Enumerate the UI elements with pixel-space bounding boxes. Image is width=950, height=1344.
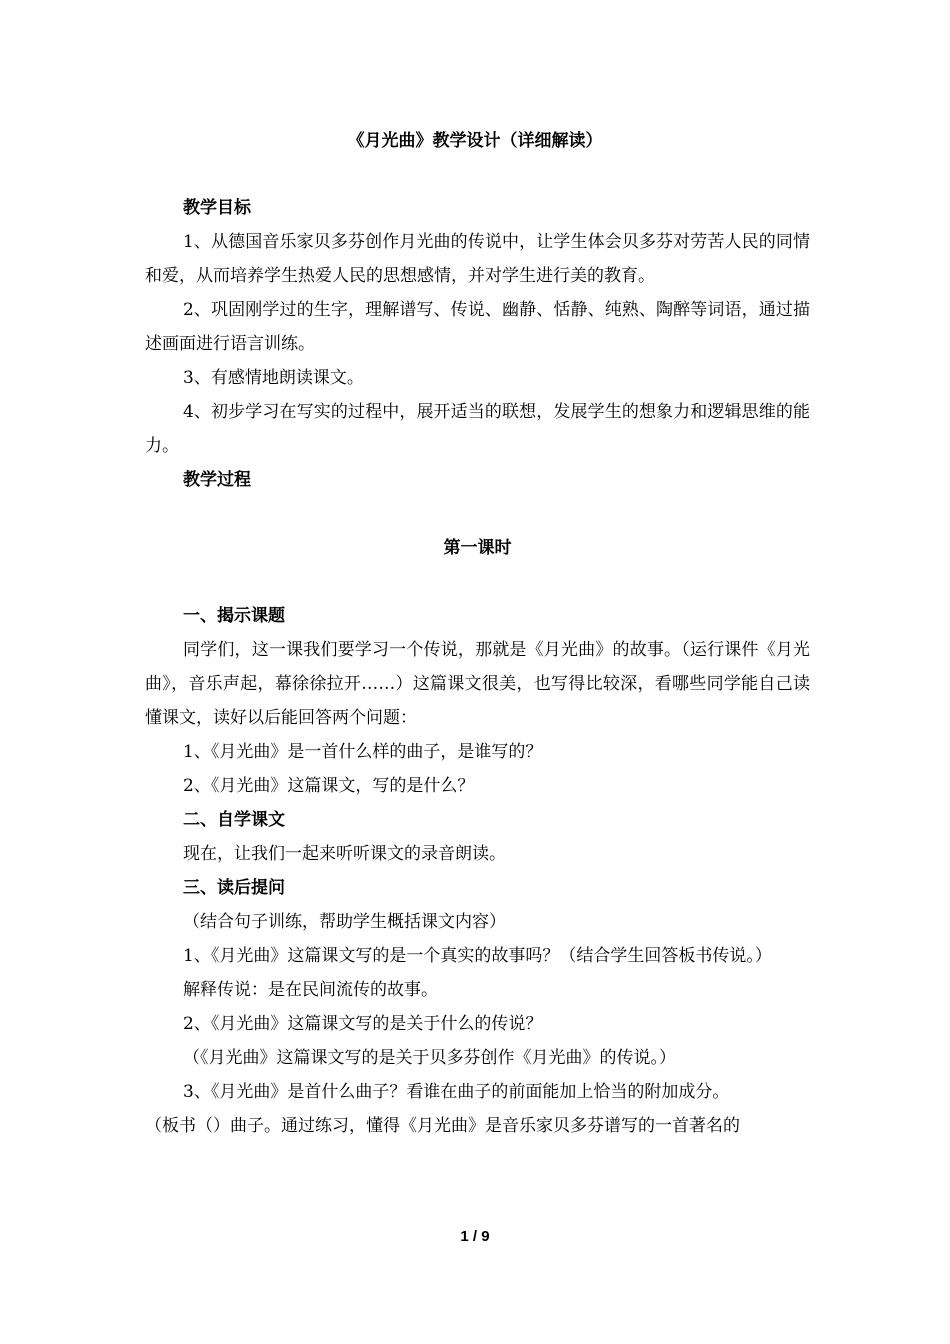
- goals-heading: 教学目标: [183, 198, 251, 218]
- part2-heading: 二、自学课文: [183, 810, 285, 830]
- part1-text: 同学们，这一课我们要学习一个传说，那就是《月光曲》的故事。（运行课件《月光曲》，音乐声起，幕徐徐拉开……）这篇课文很美，也写得比较深，看哪些同学能自己读懂课文，读好以后能回答两个问题：: [145, 640, 810, 728]
- lesson-heading: 第一课时: [443, 538, 512, 558]
- part3-question-3: 3、《月光曲》是首什么曲子？看谁在曲子的前面能加上恰当的附加成分。: [183, 1082, 730, 1102]
- part1-heading: 一、揭示课题: [183, 606, 285, 626]
- document-body: [145, 191, 810, 1143]
- part3-heading: 三、读后提问: [183, 878, 285, 898]
- goal-3: 3、有感情地朗读课文。: [183, 368, 364, 388]
- goal-2: 2、巩固刚学过的生字，理解谱写、传说、幽静、恬静、纯熟、陶醉等词语，通过描述画面进行语言训练。: [145, 300, 810, 354]
- part1-question-2: 2、《月光曲》这篇课文，写的是什么？: [183, 776, 475, 796]
- goal-1: 1、从德国音乐家贝多芬创作月光曲的传说中，让学生体会贝多芬对劳苦人民的同情和爱，从而培养学生热爱人民的思想感情，并对学生进行美的教育。: [145, 232, 810, 286]
- part2-text: 现在，让我们一起来听听课文的录音朗读。: [183, 844, 506, 864]
- part3-note: （结合句子训练，帮助学生概括课文内容）: [183, 912, 506, 932]
- page-number: 1 / 9: [460, 1228, 490, 1245]
- part3-question-2: 2、《月光曲》这篇课文写的是关于什么的传说？: [183, 1014, 543, 1034]
- part3-board-note: （板书（）曲子。通过练习，懂得《月光曲》是音乐家贝多芬谱写的一首著名的: [145, 1116, 740, 1136]
- document-title: 《月光曲》教学设计（详细解读）: [347, 131, 603, 151]
- process-heading: 教学过程: [183, 470, 251, 490]
- part1-question-1: 1、《月光曲》是一首什么样的曲子，是谁写的？: [183, 742, 543, 762]
- goal-4: 4、初步学习在写实的过程中，展开适当的联想，发展学生的想象力和逻辑思维的能力。: [145, 402, 810, 456]
- part3-answer-2: （《月光曲》这篇课文写的是关于贝多芬创作《月光曲》的传说。）: [183, 1048, 676, 1068]
- part3-explanation: 解释传说：是在民间流传的故事。: [183, 980, 438, 1000]
- part3-question-1: 1、《月光曲》这篇课文写的是一个真实的故事吗？（结合学生回答板书传说。）: [183, 946, 772, 966]
